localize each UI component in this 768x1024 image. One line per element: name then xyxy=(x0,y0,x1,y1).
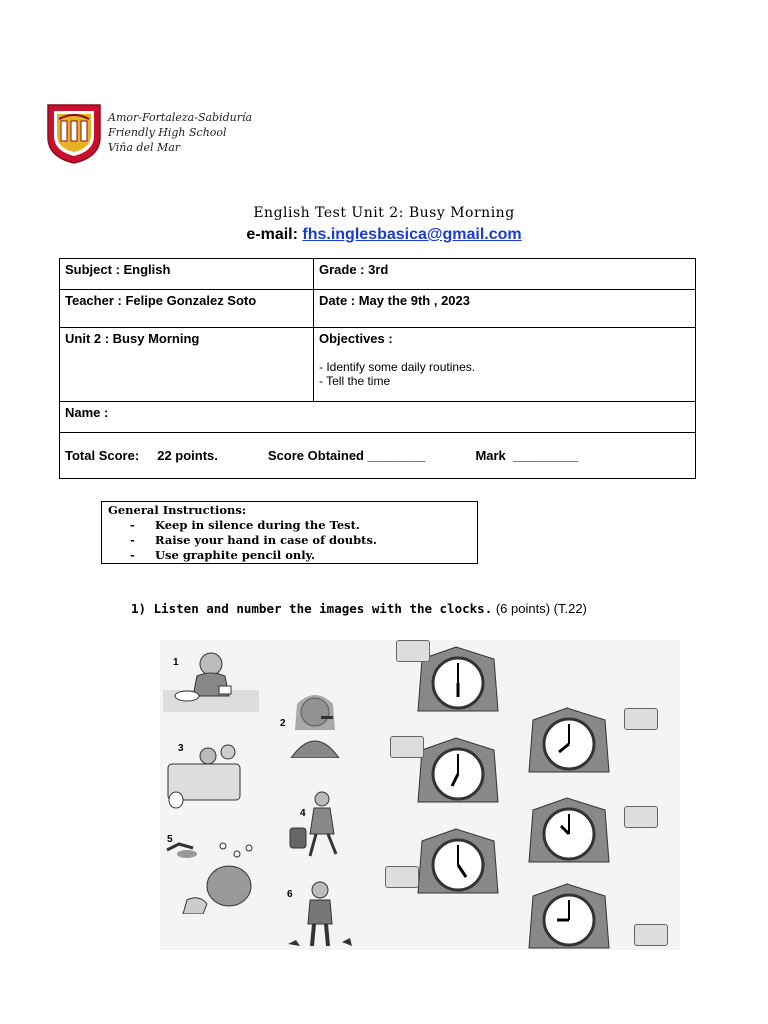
school-info xyxy=(108,110,252,155)
objective-item: - Tell the time xyxy=(319,374,391,388)
teacher-cell: Teacher : Felipe Gonzalez Soto xyxy=(60,290,314,328)
picture-number: 5 xyxy=(167,834,173,845)
answer-box[interactable] xyxy=(396,640,430,662)
subject-cell: Subject : English xyxy=(60,259,314,290)
answer-box[interactable] xyxy=(624,806,658,828)
girl-taking-shower-picture xyxy=(163,838,259,914)
answer-box[interactable] xyxy=(385,866,419,888)
answer-box[interactable] xyxy=(634,924,668,946)
girl-going-to-school-picture xyxy=(286,790,350,858)
clock-picture xyxy=(416,827,500,897)
clock-picture xyxy=(527,796,611,866)
girl-getting-dressed-picture xyxy=(286,880,356,950)
score-obtained[interactable]: Score Obtained ________ xyxy=(267,448,426,463)
total-score: Total Score: 22 points. xyxy=(65,448,218,463)
score-row xyxy=(60,433,696,479)
picture-number: 2 xyxy=(280,718,286,729)
general-instructions-box xyxy=(101,501,478,564)
objectives-cell xyxy=(314,328,696,402)
mark[interactable]: Mark _________ xyxy=(475,448,579,463)
picture-number: 6 xyxy=(287,889,293,900)
objective-item: - Identify some daily routines. xyxy=(319,360,476,374)
school-city: Viña del Mar xyxy=(108,141,181,154)
girl-brushing-teeth-picture xyxy=(275,690,355,758)
objectives-label: Objectives : xyxy=(319,331,393,346)
date-cell: Date : May the 9th , 2023 xyxy=(314,290,696,328)
email-link[interactable]: fhs.inglesbasica@gmail.com xyxy=(302,226,522,243)
name-field[interactable]: Name : xyxy=(60,402,696,433)
grade-cell: Grade : 3rd xyxy=(314,259,696,290)
instructions-heading: General Instructions: xyxy=(108,503,247,517)
school-crest-logo xyxy=(46,103,102,165)
answer-box[interactable] xyxy=(390,736,424,758)
picture-number: 1 xyxy=(173,657,179,668)
girl-waking-up-picture xyxy=(162,742,246,810)
instruction-item: - Use graphite pencil only. xyxy=(130,548,316,562)
clock-picture xyxy=(527,882,611,952)
unit-cell: Unit 2 : Busy Morning xyxy=(60,328,314,402)
email-line xyxy=(0,226,768,244)
school-name: Friendly High School xyxy=(108,126,227,139)
clock-picture xyxy=(416,736,500,806)
test-title: English Test Unit 2: Busy Morning xyxy=(253,205,515,221)
clock-picture xyxy=(527,706,611,776)
question-1 xyxy=(131,601,587,616)
picture-number: 4 xyxy=(300,808,306,819)
question-1-label: 1) Listen and number the images with the clocks. xyxy=(131,601,493,616)
instruction-item: - Raise your hand in case of doubts. xyxy=(130,533,377,547)
school-motto: Amor-Fortaleza-Sabiduría xyxy=(108,111,253,124)
question-1-points: (6 points) (T.22) xyxy=(492,601,587,616)
answer-box[interactable] xyxy=(624,708,658,730)
instruction-item: - Keep in silence during the Test. xyxy=(130,518,360,532)
info-table xyxy=(59,258,696,479)
picture-number: 3 xyxy=(178,743,184,754)
email-label: e-mail: xyxy=(246,226,298,243)
